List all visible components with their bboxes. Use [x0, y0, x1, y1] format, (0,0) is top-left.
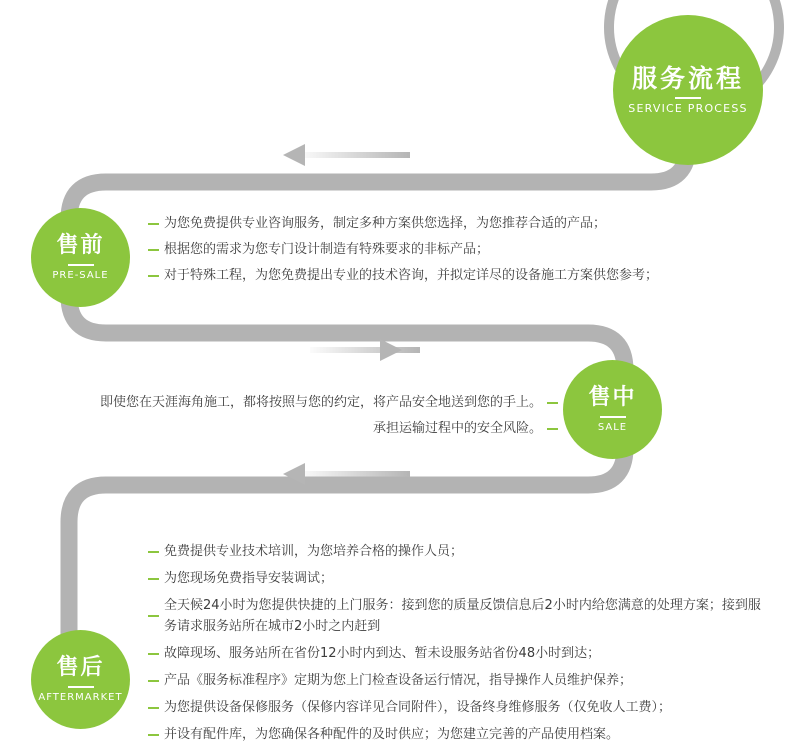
stage-items-pre-sale [148, 211, 668, 289]
stage-badge-sale-en: SALE [597, 421, 628, 433]
list-item: 故障现场、服务站所在省份12小时内到达、暂未设服务站省份48小时到达； [148, 640, 768, 667]
stage-badge-aftermarket [31, 630, 130, 729]
flow-arrow-right-middle [310, 339, 420, 361]
header-badge-divider [675, 97, 701, 99]
header-badge-title-cn: 服务流程 [631, 63, 744, 93]
stage-items-sale [100, 390, 558, 442]
stage-badge-sale-divider [600, 416, 626, 418]
stage-badge-sale [563, 360, 662, 459]
list-item: 全天候24小时为您提供快捷的上门服务：接到您的质量反馈信息后2小时内给您满意的处理方案；接到服务请求服务站所在城市2小时之内赶到 [148, 592, 768, 640]
list-item: 为您提供设备保修服务（保修内容详见合同附件），设备终身维修服务（仅免收人工费）； [148, 694, 768, 721]
list-item: 对于特殊工程，为您免费提出专业的技术咨询，并拟定详尽的设备施工方案供您参考； [148, 263, 668, 289]
header-badge [613, 15, 763, 165]
list-item: 免费提供专业技术培训，为您培养合格的操作人员； [148, 538, 768, 565]
list-item: 并设有配件库，为您确保各种配件的及时供应；为您建立完善的产品使用档案。 [148, 721, 768, 748]
list-item: 根据您的需求为您专门设计制造有特殊要求的非标产品； [148, 237, 668, 263]
stage-items-aftermarket [148, 538, 768, 748]
list-item: 为您免费提供专业咨询服务，制定多种方案供您选择，为您推荐合适的产品； [148, 211, 668, 237]
stage-badge-pre-sale-divider [68, 264, 94, 266]
stage-badge-aftermarket-en: AFTERMARKET [38, 691, 123, 703]
flow-arrow-left-top [283, 144, 410, 166]
list-item: 承担运输过程中的安全风险。 [100, 416, 558, 442]
header-badge-title-en: SERVICE PROCESS [628, 102, 748, 116]
stage-badge-sale-cn: 售中 [588, 385, 637, 411]
stage-badge-pre-sale-cn: 售前 [56, 233, 105, 259]
list-item: 即使您在天涯海角施工，都将按照与您的约定，将产品安全地送到您的手上。 [100, 390, 558, 416]
stage-badge-pre-sale [31, 208, 130, 307]
list-item: 为您现场免费指导安装调试； [148, 565, 768, 592]
list-item: 产品《服务标准程序》定期为您上门检查设备运行情况，指导操作人员维护保养； [148, 667, 768, 694]
stage-badge-pre-sale-en: PRE-SALE [52, 269, 109, 281]
stage-badge-aftermarket-cn: 售后 [56, 655, 105, 681]
stage-badge-aftermarket-divider [68, 686, 94, 688]
